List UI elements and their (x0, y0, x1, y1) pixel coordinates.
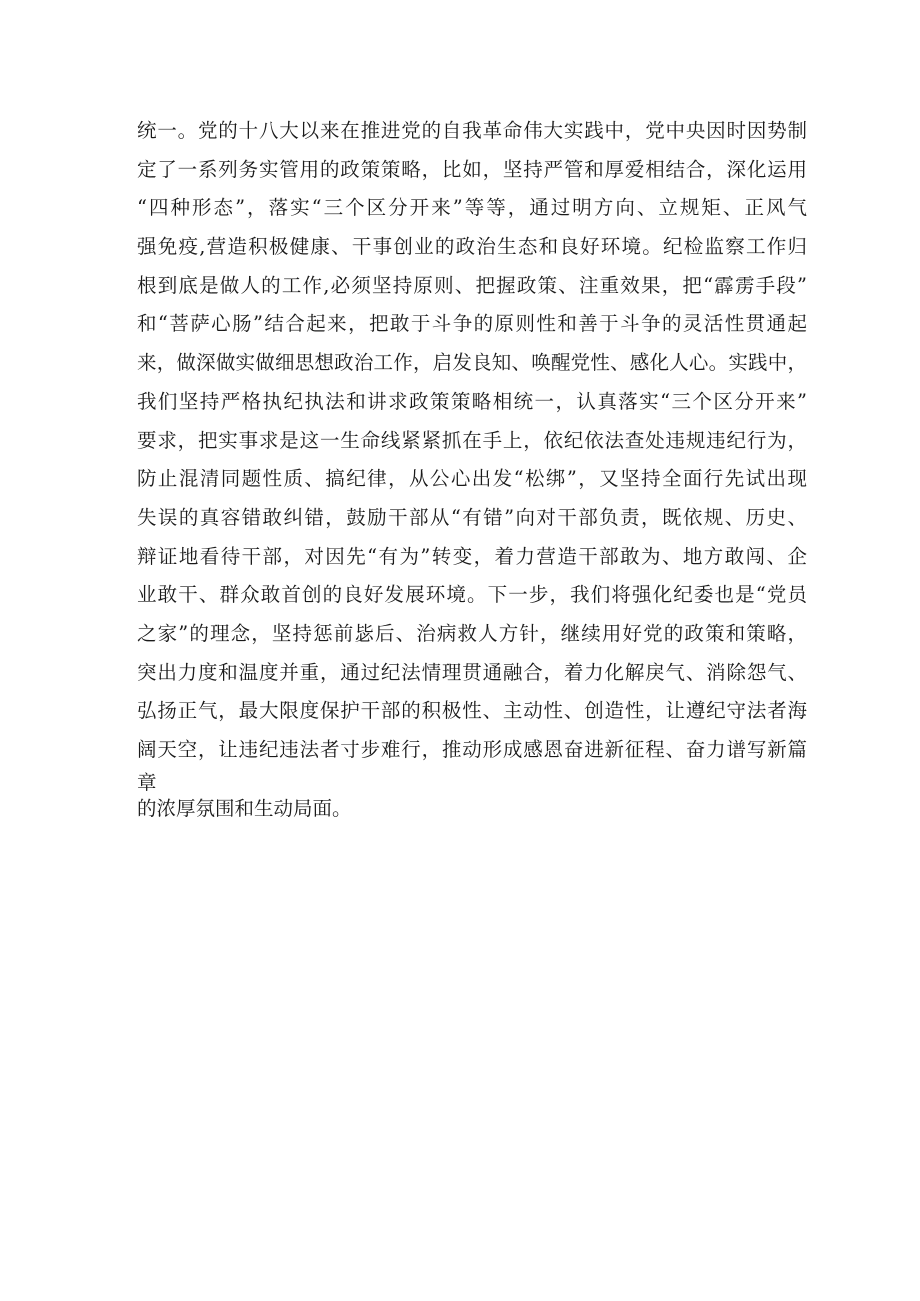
text-line: 之家”的理念，坚持惩前毖后、治病救人方针，继续用好党的政策和策略， (137, 621, 807, 645)
text-line: 强免疫,营造积极健康、干事创业的政治生态和良好环境。纪检监察工作归 (137, 235, 807, 259)
body-paragraph (137, 112, 807, 822)
text-line: 突出力度和温度并重，通过纪法情理贯通融合，着力化解戾气、消除怨气、 (137, 660, 807, 684)
text-line: 要求，把实事求是这一生命线紧紧抓在手上，依纪依法查处违规违纪行为， (137, 428, 807, 452)
text-line: 统一。党的十八大以来在推进党的自我革命伟大实践中，党中央因时因势制 (137, 119, 807, 142)
text-line: 根到底是做人的工作,必须坚持原则、把握政策、注重效果，把“霹雳手段” (137, 273, 807, 297)
text-line: 辩证地看待干部，对因先“有为”转变，着力营造干部敢为、地方敢闯、企 (137, 544, 807, 568)
text-line: 防止混清同题性质、搞纪律，从公心出发“松绑”，又坚持全面行先试出现 (137, 467, 807, 491)
text-line: 弘扬正气，最大限度保护干部的积极性、主动性、创造性，让遵纪守法者海 (137, 699, 807, 723)
text-line: “四种形态”，落实“三个区分开来”等等，通过明方向、立规矩、正风气 (137, 196, 807, 220)
text-line: 业敢干、群众敢首创的良好发展环境。下一步，我们将强化纪委也是“党员 (137, 583, 807, 607)
text-line: 来，做深做实做细思想政治工作，启发良知、唤醒党性、感化人心。实践中， (137, 351, 807, 375)
text-line: 定了一系列务实管用的政策策略，比如，坚持严管和厚爱相结合，深化运用 (137, 157, 807, 181)
text-line: 和“菩萨心肠”结合起来，把敢于斗争的原则性和善于斗争的灵活性贯通起 (137, 312, 807, 336)
text-line: 阔天空，让违纪违法者寸步难行，推动形成感恩奋进新征程、奋力谱写新篇 (137, 738, 807, 761)
text-line: 章 (137, 770, 157, 794)
text-line: 我们坚持严格执纪执法和讲求政策策略相统一，认真落实“三个区分开来” (137, 389, 807, 413)
text-line: 失误的真容错敢纠错，鼓励干部从“有错”向对干部负责，既依规、历史、 (137, 505, 807, 529)
text-line: 的浓厚氛围和生动局面。 (137, 796, 352, 820)
